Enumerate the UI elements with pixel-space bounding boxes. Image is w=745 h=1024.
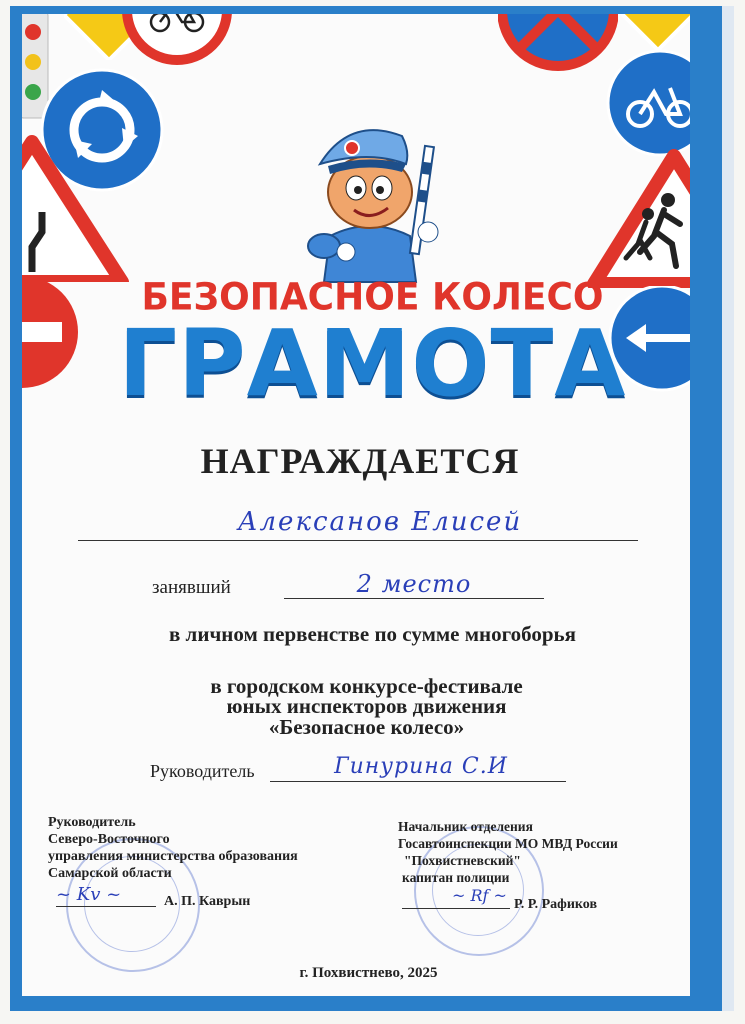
left-signature-line (56, 906, 156, 907)
place-line (284, 598, 544, 599)
leader-label: Руководитель (150, 761, 255, 781)
right-signatory-title-3: "Похвистневский" (404, 853, 521, 868)
certificate-subtitle: БЕЗОПАСНОЕ КОЛЕСО (141, 275, 604, 320)
bicycle-path-sign-icon (600, 48, 690, 158)
road-narrows-sign-icon (22, 132, 132, 282)
left-signatory-block (48, 814, 298, 882)
place-label: занявший (152, 577, 231, 598)
left-signatory-title-2: Северо-Восточного (48, 832, 170, 847)
right-signature-scrawl: ~ Rf ~ (452, 886, 507, 905)
right-signatory-title-4: капитан полиции (402, 870, 510, 885)
leader-line (270, 781, 566, 782)
left-signatory-name: А. П. Каврын (164, 894, 251, 909)
place-value: 2 место (356, 570, 472, 598)
no-bicycles-sign-icon (122, 14, 232, 70)
left-signatory-title-4: Самарской области (48, 866, 172, 881)
body-line-3: юных инспекторов движения (226, 694, 507, 718)
right-signatory-title-1: Начальник отделения (398, 819, 533, 834)
children-crossing-sign-icon (564, 148, 690, 288)
left-signature-scrawl: ~ Kv ~ (56, 884, 122, 905)
paper-edge (722, 6, 734, 1011)
main-road-sign-icon (618, 14, 690, 50)
traffic-inspector-mascot (290, 106, 450, 286)
right-signatory-name: Р. Р. Рафиков (514, 897, 598, 912)
certificate-title: ГРАМОТА (118, 310, 627, 417)
leader-value: Гинурина С.И (334, 754, 508, 779)
right-signatory-title-2: Госавтоинспекции МО МВД России (398, 836, 618, 851)
footer-place-year: г. Похвистнево, 2025 (299, 965, 438, 981)
body-line-2: в городском конкурсе-фестивале (210, 674, 523, 698)
recipient-name-line (78, 540, 638, 541)
right-signature-line (402, 908, 510, 909)
body-line-1: в личном первенстве по сумме многоборья (168, 622, 577, 646)
right-signatory-block (398, 818, 618, 886)
recipient-name: Алексанов Елисей (237, 507, 523, 537)
left-signatory-title-3: управления министерства образования (48, 849, 298, 864)
body-line-4: «Безопасное колесо» (268, 715, 465, 739)
left-signatory-title-1: Руководитель (48, 815, 136, 830)
awarded-heading: НАГРАЖДАЕТСЯ (200, 441, 520, 481)
